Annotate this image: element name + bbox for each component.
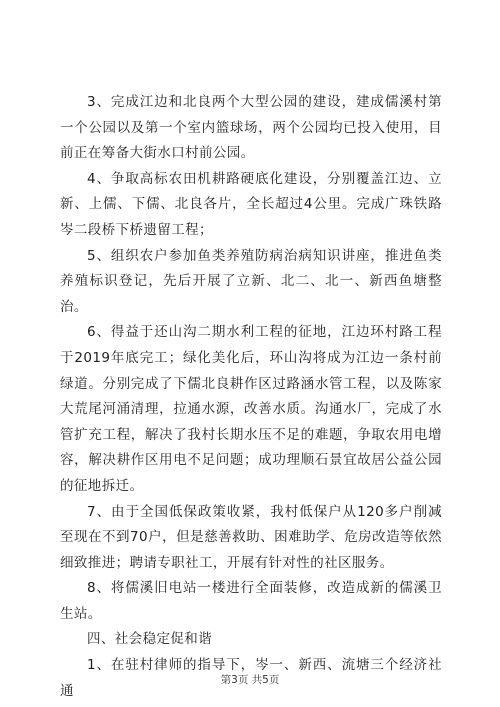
document-body <box>60 90 442 704</box>
paragraph-item-6: 6、得益于还山沟二期水利工程的征地，江边环村路工程于2019年底完工；绿化美化后，环山沟将成为江边一条村前绿道。分别完成了下儒北良耕作区过路涵水管工程，以及陈家大荒尾河涌清理，拉通水源，改善水质。沟通水厂，完成了水管扩充工程，解决了我村长期水压不足的难题，争取农用电增容，解决耕作区用电不足问题；成功理顺石景宜故居公益公园的征地拆迁。 <box>60 324 442 494</box>
paragraph-item-4: 4、争取高标农田机耕路硬底化建设，分别覆盖江边、立新、上儒、下儒、北良各片，全长超过4公里。完成广珠铁路岑二段桥下桥遗留工程； <box>60 170 442 238</box>
paragraph-item-3: 3、完成江边和北良两个大型公园的建设，建成儒溪村第一个公园以及第一个室内篮球场，两个公园均已投入使用，目前正在筹备大街水口村前公园。 <box>60 94 442 162</box>
page-number-footer: 第3页 共5页 <box>220 674 280 686</box>
paragraph-section-start: 1、在驻村律师的指导下，岑一、新西、流塘三个经济社通 <box>60 657 442 699</box>
section-heading: 四、社会稳定促和谐 <box>87 631 213 648</box>
paragraph-item-5: 5、组织农户参加鱼类养殖防病治病知识讲座，推进鱼类养殖标识登记，先后开展了立新、北二、北一、新西鱼塘整治。 <box>60 247 442 315</box>
paragraph-item-8: 8、将儒溪旧电站一楼进行全面装修，改造成新的儒溪卫生站。 <box>60 580 442 622</box>
paragraph-item-7: 7、由于全国低保政策收紧，我村低保户从120多户削减至现在不到70户，但是慈善救助、困难助学、危房改造等依然细致推进；聘请专职社工，开展有针对性的社区服务。 <box>60 503 442 571</box>
